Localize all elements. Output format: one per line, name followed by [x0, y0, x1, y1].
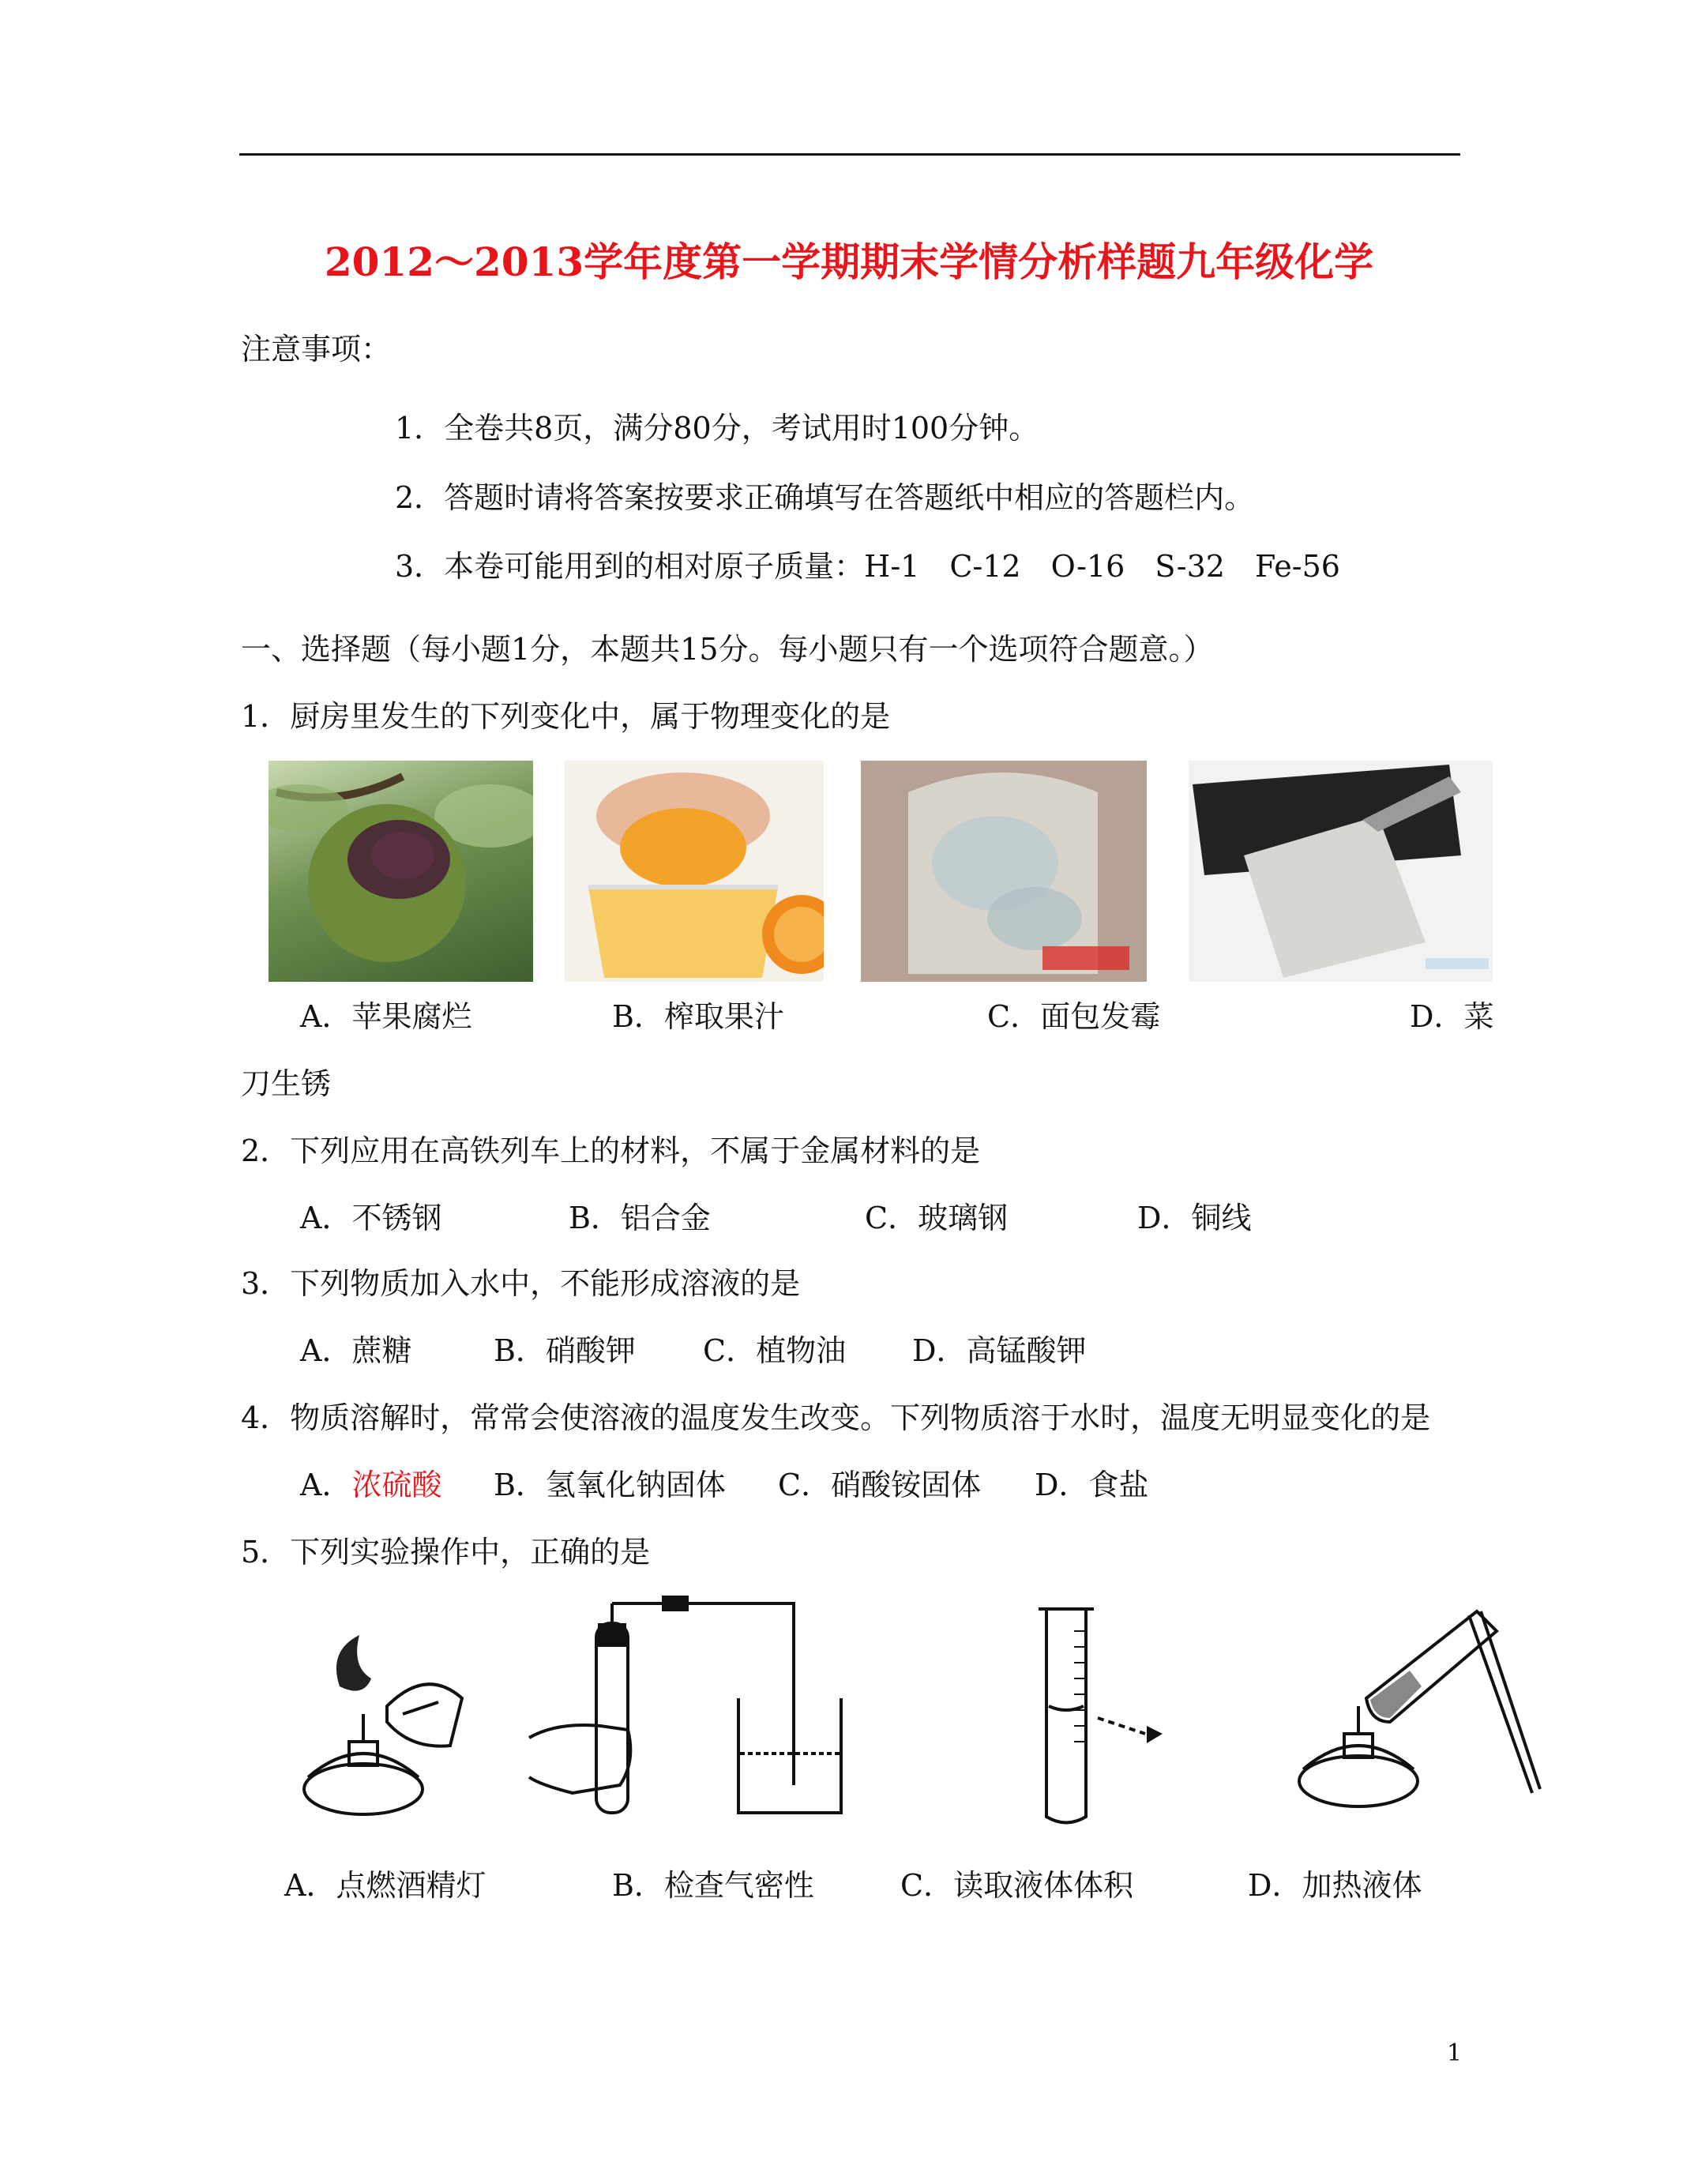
- moldy-bread-photo: [861, 761, 1147, 982]
- question-2-option-a[interactable]: A．不锈钢: [300, 1201, 442, 1235]
- question-3-stem: 3．下列物质加入水中，不能形成溶液的是: [241, 1266, 801, 1301]
- question-5-option-b[interactable]: B．检查气密性: [612, 1868, 814, 1903]
- question-1-option-d-wrap: 刀生锈: [241, 1066, 332, 1101]
- question-2-stem: 2．下列应用在高铁列车上的材料，不属于金属材料的是: [241, 1133, 981, 1168]
- rotten-apple-photo: [269, 761, 533, 982]
- checking-airtightness-diagram: [525, 1596, 857, 1825]
- question-5-option-c[interactable]: C．读取液体体积: [900, 1868, 1134, 1903]
- question-4-option-a[interactable]: [300, 1468, 441, 1502]
- section-heading: 一、选择题（每小题1分，本题共15分。每小题只有一个选项符合题意。）: [241, 632, 1214, 667]
- question-5-option-a[interactable]: A．点燃酒精灯: [284, 1868, 486, 1903]
- notice-item-1: 1．全卷共8页，满分80分，考试用时100分钟。: [395, 411, 1039, 445]
- question-4-option-d[interactable]: D．食盐: [1035, 1468, 1149, 1502]
- cleaver-image: [1189, 761, 1493, 982]
- question-1-option-a[interactable]: A．苹果腐烂: [300, 999, 472, 1034]
- question-3-option-a[interactable]: A．蔗糖: [300, 1333, 412, 1368]
- question-4-option-a-text: 浓硫酸: [351, 1468, 442, 1502]
- cleaver-photo: [1189, 761, 1493, 982]
- question-3-option-d[interactable]: D．高锰酸钾: [912, 1333, 1087, 1368]
- page-number: 1: [1447, 2039, 1463, 2067]
- notice-item-3: 3．本卷可能用到的相对原子质量：H-1 C-12 O-16 S-32 Fe-56: [395, 549, 1340, 584]
- question-3-option-c[interactable]: C．植物油: [703, 1333, 847, 1368]
- question-1-option-d[interactable]: D．菜: [1410, 999, 1494, 1034]
- question-2-option-d[interactable]: D．铜线: [1137, 1201, 1252, 1235]
- moldy-bread-image: [861, 761, 1147, 982]
- juicer-photo: [565, 761, 824, 982]
- question-5-option-d[interactable]: D．加热液体: [1248, 1868, 1422, 1903]
- question-1-stem: 1．厨房里发生的下列变化中，属于物理变化的是: [241, 699, 891, 734]
- question-4-stem: 4．物质溶解时，常常会使溶液的温度发生改变。下列物质溶于水时，温度无明显变化的是: [241, 1400, 1431, 1435]
- question-1-option-c[interactable]: C．面包发霉: [987, 999, 1161, 1034]
- question-2-option-b[interactable]: B．铝合金: [569, 1201, 711, 1235]
- question-2-option-c[interactable]: C．玻璃钢: [865, 1201, 1009, 1235]
- notice-heading: 注意事项：: [241, 332, 392, 367]
- juicer-image: [565, 761, 824, 982]
- lighting-alcohol-lamp-diagram: [292, 1611, 482, 1825]
- page-title: 2012～2013学年度第一学期期末学情分析样题九年级化学: [324, 239, 1374, 285]
- question-4-option-c[interactable]: C．硝酸铵固体: [778, 1468, 982, 1502]
- reading-liquid-volume-diagram: [1011, 1599, 1248, 1829]
- question-3-option-b[interactable]: B．硝酸钾: [494, 1333, 636, 1368]
- question-4-option-a-letter: A．: [300, 1468, 352, 1502]
- question-4-option-b[interactable]: B．氢氧化钠固体: [494, 1468, 726, 1502]
- header-rule: [239, 153, 1460, 156]
- question-1-option-b[interactable]: B．榨取果汁: [612, 999, 784, 1034]
- notice-item-2: 2．答题时请将答案按要求正确填写在答题纸中相应的答题栏内。: [395, 480, 1255, 515]
- question-5-stem: 5．下列实验操作中，正确的是: [241, 1535, 651, 1569]
- rotten-apple-image: [269, 761, 533, 982]
- heating-liquid-diagram: [1295, 1603, 1548, 1817]
